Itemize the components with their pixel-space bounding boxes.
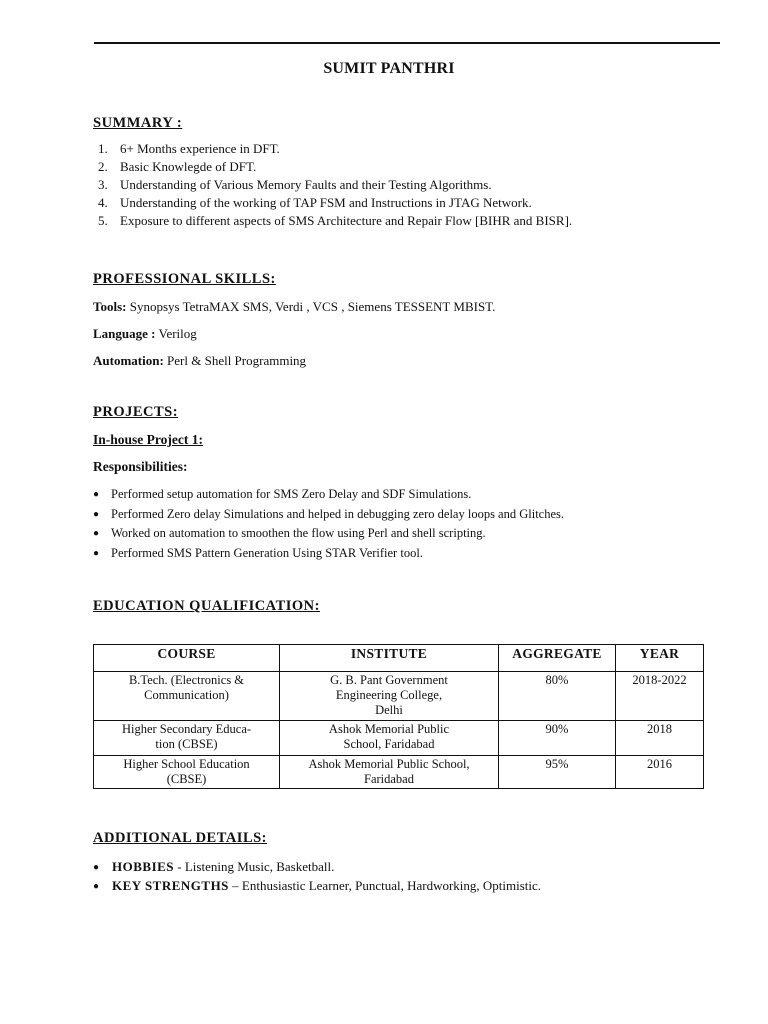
list-item: ● Performed SMS Pattern Generation Using STAR Verifier tool. xyxy=(93,544,564,564)
additional-heading: ADDITIONAL DETAILS: xyxy=(93,830,268,846)
list-item: ● Performed setup automation for SMS Zero Delay and SDF Simulations. xyxy=(93,485,564,505)
table-row xyxy=(94,672,704,721)
top-rule xyxy=(94,42,720,44)
summary-list xyxy=(98,140,572,230)
table-cell: Higher School Education (CBSE) xyxy=(94,756,280,789)
table-row xyxy=(94,721,704,756)
summary-item: 5. Exposure to different aspects of SMS Architecture and Repair Flow [BIHR and BISR]. xyxy=(98,213,573,228)
summary-item: 1. 6+ Months experience in DFT. xyxy=(98,141,280,156)
table-cell: Ashok Memorial Public School, Faridabad xyxy=(280,756,499,789)
column-header: COURSE xyxy=(94,645,280,672)
project-title: In-house Project 1: xyxy=(93,432,203,447)
table-cell: 90% xyxy=(499,721,616,756)
table-header-row xyxy=(94,645,704,672)
responsibilities-label: Responsibilities: xyxy=(93,459,188,474)
table-cell: 2018-2022 xyxy=(616,672,704,721)
skills-heading: PROFESSIONAL SKILLS: xyxy=(93,271,276,287)
bullet-icon: ● xyxy=(93,528,100,539)
column-header: YEAR xyxy=(616,645,704,672)
table-cell: Ashok Memorial Public School, Faridabad xyxy=(280,721,499,756)
table-cell: Higher Secondary Educa- tion (CBSE) xyxy=(94,721,280,756)
summary-item: 4. Understanding of the working of TAP FSM and Instructions in JTAG Network. xyxy=(98,195,532,210)
skill-automation: Automation: Perl & Shell Programming xyxy=(93,353,307,368)
skill-tools: Tools: Synopsys TetraMAX SMS, Verdi , VCS , Siemens TESSENT MBIST. xyxy=(93,299,496,314)
additional-list xyxy=(93,857,541,895)
list-item: ● KEY STRENGTHS – Enthusiastic Learner, Punctual, Hardworking, Optimistic. xyxy=(93,876,541,895)
bullet-icon: ● xyxy=(93,547,100,559)
skill-language: Language : Verilog xyxy=(93,326,197,341)
table-cell: 2016 xyxy=(616,756,704,789)
bullet-icon: ● xyxy=(93,508,100,520)
summary-item: 3. Understanding of Various Memory Faults and their Testing Algorithms. xyxy=(98,177,492,192)
bullet-icon: ● xyxy=(93,862,100,873)
bullet-icon: ● xyxy=(93,489,100,500)
list-item: ● HOBBIES - Listening Music, Basketball. xyxy=(93,857,541,876)
table-cell: 95% xyxy=(499,756,616,789)
summary-item: 2. Basic Knowlegde of DFT. xyxy=(98,159,257,174)
table-cell: 2018 xyxy=(616,721,704,756)
column-header: INSTITUTE xyxy=(280,645,499,672)
table-cell: B.Tech. (Electronics & Communication) xyxy=(94,672,280,721)
bullet-icon: ● xyxy=(93,881,100,892)
projects-heading: PROJECTS: xyxy=(93,404,179,420)
table-row xyxy=(94,756,704,789)
education-table xyxy=(93,644,704,789)
list-item: ● Worked on automation to smoothen the flow using Perl and shell scripting. xyxy=(93,524,564,544)
summary-heading: SUMMARY : xyxy=(93,115,183,131)
table-cell: G. B. Pant Government Engineering College, Delhi xyxy=(280,672,499,721)
column-header: AGGREGATE xyxy=(499,645,616,672)
responsibilities-list xyxy=(93,485,564,563)
education-heading: EDUCATION QUALIFICATION: xyxy=(93,598,320,614)
candidate-name: SUMIT PANTHRI xyxy=(323,60,455,77)
table-cell: 80% xyxy=(499,672,616,721)
list-item: ● Performed Zero delay Simulations and helped in debugging zero delay loops and Glitches. xyxy=(93,505,564,525)
